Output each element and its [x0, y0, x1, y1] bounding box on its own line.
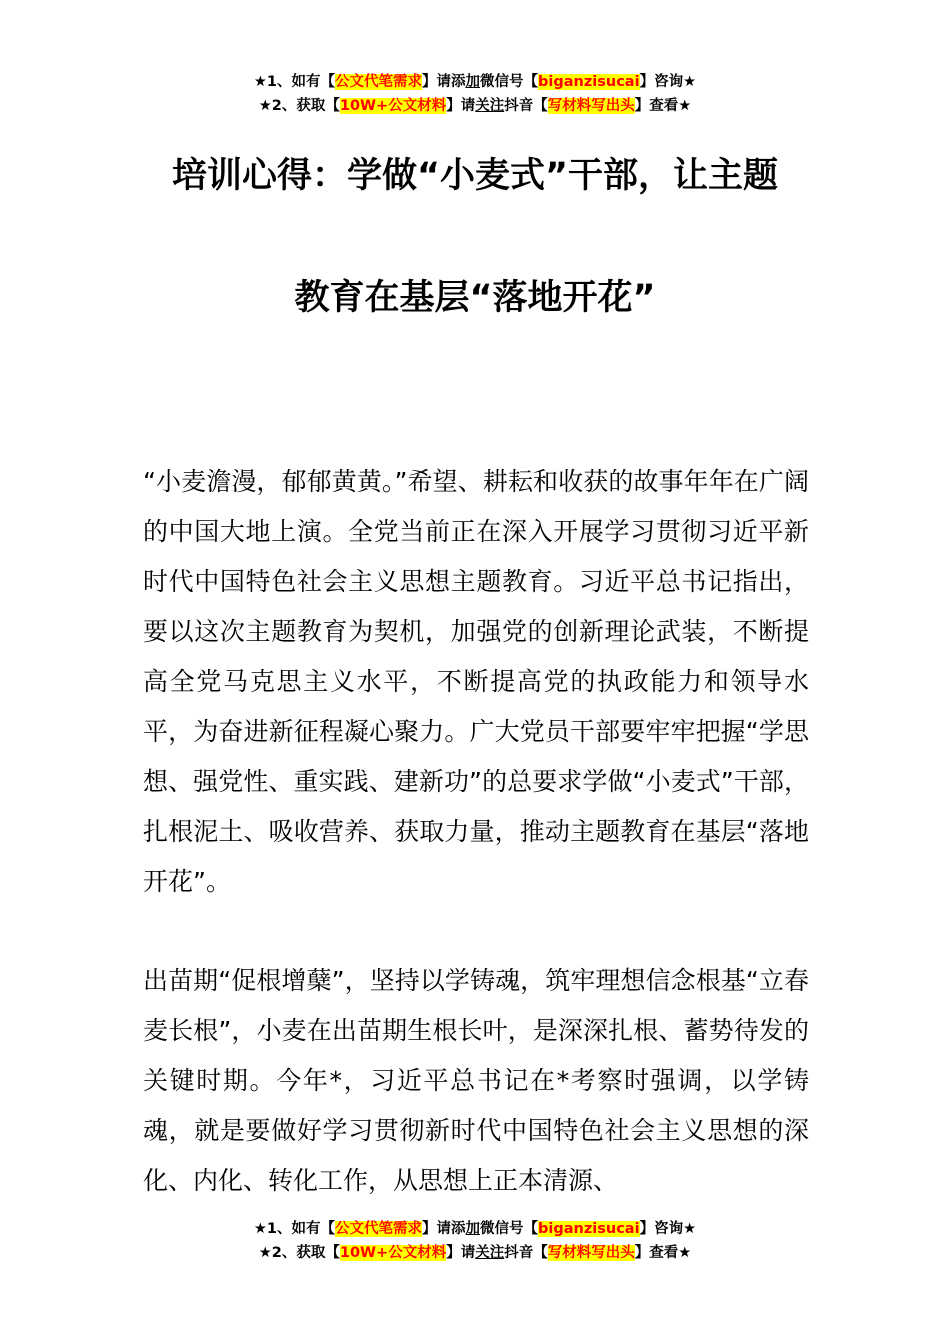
- paragraph-intro: “小麦澹漫，郁郁黄黄。”希望、耕耘和收获的故事年年在广阔的中国大地上演。全党当前正在深入开展学习贯彻习近平新时代中国特色社会主义思想主题教育。习近平总书记指出，要以这次主题教育为契机，加强党的创新理论武装，不断提高全党马克思主义水平，不断提高党的执政能力和领导水平，为奋进新征程凝心聚力。广大党员干部要牢牢把握“学思想、强党性、重实践、建新功”的总要求学做“小麦式”干部，扎根泥土、吸收营养、获取力量，推动主题教育在基层“落地开花”。: [143, 467, 809, 896]
- highlight-douyin: 写材料写出头: [547, 1245, 635, 1261]
- paragraph-seedling-stage: 出苗期“促根增蘖”，坚持以学铸魂，筑牢理想信念根基“立春麦长根”，小麦在出苗期生根长叶，是深深扎根、蓄势待发的关键时期。今年*，习近平总书记在*考察时强调，以学铸魂，就是要做好学习贯彻新时代中国特色社会主义思想的深化、内化、转化工作，从思想上正本清源、: [143, 966, 809, 1195]
- banner-line-1: ★1、如有【公文代笔需求】请添加微信号【biganzisucai】咨询★: [253, 1221, 697, 1237]
- highlight-douyin: 写材料写出头: [547, 98, 635, 114]
- document-title-line-2: 教育在基层“落地开花”: [294, 278, 656, 318]
- banner-line-1: ★1、如有【公文代笔需求】请添加微信号【biganzisucai】咨询★: [253, 74, 697, 90]
- banner-line-2: ★2、获取【10W+公文材料】请关注抖音【写材料写出头】查看★: [258, 98, 692, 114]
- highlight-service: 公文代笔需求: [335, 74, 423, 90]
- banner-line-2: ★2、获取【10W+公文材料】请关注抖音【写材料写出头】查看★: [258, 1245, 692, 1261]
- highlight-materials: 10W+公文材料: [339, 1245, 447, 1261]
- highlight-materials: 10W+公文材料: [339, 98, 447, 114]
- header-banner: [0, 70, 950, 118]
- highlight-wechat-id: biganzisucai: [538, 1221, 640, 1237]
- document-title-line-1: 培训心得：学做“小麦式”干部，让主题: [171, 156, 778, 196]
- footer-banner: [0, 1217, 950, 1265]
- highlight-wechat-id: biganzisucai: [538, 74, 640, 90]
- highlight-service: 公文代笔需求: [335, 1221, 423, 1237]
